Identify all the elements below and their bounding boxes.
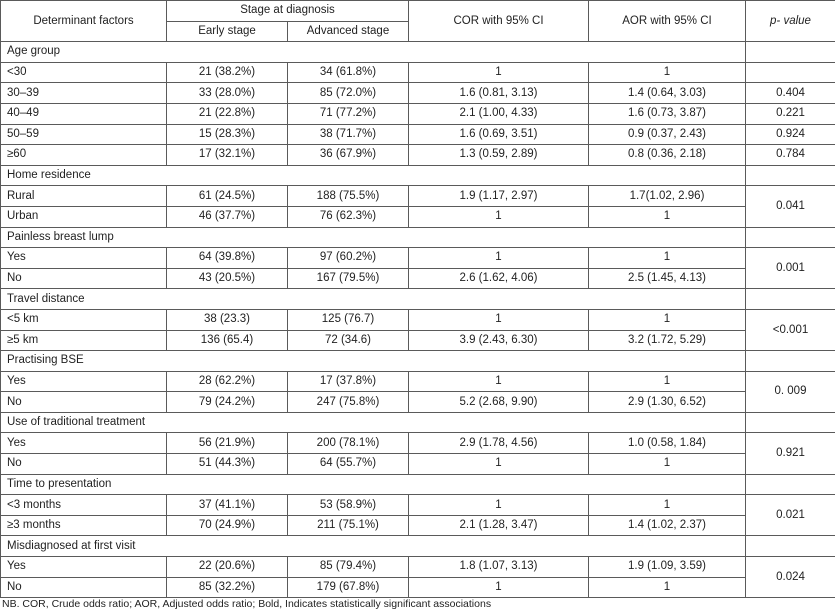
group-title: Home residence — [1, 165, 746, 186]
early-stage-cell: 46 (37.7%) — [167, 206, 288, 227]
cor-cell: 2.1 (1.00, 4.33) — [409, 103, 589, 124]
advanced-stage-cell: 200 (78.1%) — [288, 433, 409, 454]
group-header-row — [1, 42, 835, 63]
cor-cell: 1 — [409, 495, 589, 516]
p-value-cell: 0.924 — [746, 124, 835, 145]
cor-cell: 2.6 (1.62, 4.06) — [409, 268, 589, 289]
cor-cell: 2.1 (1.28, 3.47) — [409, 515, 589, 536]
p-value-cell: 0.921 — [746, 433, 835, 474]
group-title: Painless breast lump — [1, 227, 746, 248]
table-body — [1, 42, 835, 598]
advanced-stage-cell: 167 (79.5%) — [288, 268, 409, 289]
row-label: Yes — [1, 433, 167, 454]
early-stage-cell: 38 (23.3) — [167, 309, 288, 330]
early-stage-cell: 21 (22.8%) — [167, 103, 288, 124]
table-row — [1, 577, 835, 598]
early-stage-cell: 15 (28.3%) — [167, 124, 288, 145]
row-label: Yes — [1, 248, 167, 269]
table-row — [1, 186, 835, 207]
header-aor: AOR with 95% CI — [589, 1, 746, 42]
group-title: Misdiagnosed at first visit — [1, 536, 746, 557]
early-stage-cell: 85 (32.2%) — [167, 577, 288, 598]
early-stage-cell: 61 (24.5%) — [167, 186, 288, 207]
header-cor: COR with 95% CI — [409, 1, 589, 42]
advanced-stage-cell: 85 (72.0%) — [288, 83, 409, 104]
advanced-stage-cell: 71 (77.2%) — [288, 103, 409, 124]
table-row — [1, 557, 835, 578]
group-header-row — [1, 289, 835, 310]
advanced-stage-cell: 85 (79.4%) — [288, 557, 409, 578]
advanced-stage-cell: 53 (58.9%) — [288, 495, 409, 516]
advanced-stage-cell: 38 (71.7%) — [288, 124, 409, 145]
group-header-row — [1, 474, 835, 495]
group-header-row — [1, 227, 835, 248]
aor-cell: 1 — [589, 248, 746, 269]
group-title: Practising BSE — [1, 351, 746, 372]
aor-cell: 1.7(1.02, 2.96) — [589, 186, 746, 207]
row-label: No — [1, 454, 167, 475]
aor-cell: 2.9 (1.30, 6.52) — [589, 392, 746, 413]
group-header-p-cell — [746, 474, 835, 495]
cor-cell: 1.9 (1.17, 2.97) — [409, 186, 589, 207]
header-determinant-factors: Determinant factors — [1, 1, 167, 42]
header-p-value: p- value — [746, 1, 835, 42]
group-header-p-cell — [746, 351, 835, 372]
advanced-stage-cell: 76 (62.3%) — [288, 206, 409, 227]
p-value-cell: 0.041 — [746, 186, 835, 227]
p-value-cell: 0.024 — [746, 557, 835, 598]
header-early-stage: Early stage — [167, 21, 288, 42]
aor-cell: 2.5 (1.45, 4.13) — [589, 268, 746, 289]
group-title: Travel distance — [1, 289, 746, 310]
early-stage-cell: 79 (24.2%) — [167, 392, 288, 413]
advanced-stage-cell: 179 (67.8%) — [288, 577, 409, 598]
cor-cell: 1 — [409, 577, 589, 598]
early-stage-cell: 22 (20.6%) — [167, 557, 288, 578]
table-row — [1, 83, 835, 104]
header-stage-at-diagnosis: Stage at diagnosis — [167, 1, 409, 22]
early-stage-cell: 56 (21.9%) — [167, 433, 288, 454]
p-value-cell: 0. 009 — [746, 371, 835, 412]
group-header-p-cell — [746, 42, 835, 63]
cor-cell: 1.8 (1.07, 3.13) — [409, 557, 589, 578]
group-header-p-cell — [746, 536, 835, 557]
table-row — [1, 330, 835, 351]
advanced-stage-cell: 36 (67.9%) — [288, 145, 409, 166]
aor-cell: 1 — [589, 309, 746, 330]
advanced-stage-cell: 34 (61.8%) — [288, 62, 409, 83]
p-value-cell: <0.001 — [746, 309, 835, 350]
early-stage-cell: 33 (28.0%) — [167, 83, 288, 104]
advanced-stage-cell: 125 (76.7) — [288, 309, 409, 330]
p-value-cell: 0.784 — [746, 145, 835, 166]
cor-cell: 2.9 (1.78, 4.56) — [409, 433, 589, 454]
aor-cell: 1 — [589, 454, 746, 475]
group-header-row — [1, 412, 835, 433]
early-stage-cell: 17 (32.1%) — [167, 145, 288, 166]
aor-cell: 1 — [589, 371, 746, 392]
aor-cell: 1 — [589, 495, 746, 516]
early-stage-cell: 37 (41.1%) — [167, 495, 288, 516]
aor-cell: 1.9 (1.09, 3.59) — [589, 557, 746, 578]
p-value-cell: 0.021 — [746, 495, 835, 536]
advanced-stage-cell: 211 (75.1%) — [288, 515, 409, 536]
cor-cell: 1 — [409, 309, 589, 330]
p-value-cell: 0.221 — [746, 103, 835, 124]
cor-cell: 3.9 (2.43, 6.30) — [409, 330, 589, 351]
row-label: 30–39 — [1, 83, 167, 104]
row-label: ≥60 — [1, 145, 167, 166]
cor-cell: 1.6 (0.81, 3.13) — [409, 83, 589, 104]
group-header-row — [1, 351, 835, 372]
cor-cell: 1 — [409, 62, 589, 83]
aor-cell: 0.9 (0.37, 2.43) — [589, 124, 746, 145]
table-row — [1, 371, 835, 392]
row-label: <30 — [1, 62, 167, 83]
table-row — [1, 454, 835, 475]
p-value-cell: 0.001 — [746, 248, 835, 289]
row-label: 40–49 — [1, 103, 167, 124]
group-title: Age group — [1, 42, 746, 63]
footnote: NB. COR, Crude odds ratio; AOR, Adjusted odds ratio; Bold, Indicates statistically significant associations — [2, 598, 492, 610]
table-row — [1, 495, 835, 516]
row-label: ≥3 months — [1, 515, 167, 536]
cor-cell: 1 — [409, 454, 589, 475]
aor-cell: 1.4 (0.64, 3.03) — [589, 83, 746, 104]
table-row — [1, 248, 835, 269]
group-title: Use of traditional treatment — [1, 412, 746, 433]
row-label: Rural — [1, 186, 167, 207]
early-stage-cell: 70 (24.9%) — [167, 515, 288, 536]
early-stage-cell: 43 (20.5%) — [167, 268, 288, 289]
group-header-p-cell — [746, 289, 835, 310]
early-stage-cell: 51 (44.3%) — [167, 454, 288, 475]
early-stage-cell: 64 (39.8%) — [167, 248, 288, 269]
row-label: 50–59 — [1, 124, 167, 145]
row-label: Urban — [1, 206, 167, 227]
table-row — [1, 62, 835, 83]
row-label: Yes — [1, 557, 167, 578]
group-header-row — [1, 536, 835, 557]
group-header-row — [1, 165, 835, 186]
early-stage-cell: 136 (65.4) — [167, 330, 288, 351]
row-label: No — [1, 577, 167, 598]
table-row — [1, 268, 835, 289]
table-row — [1, 103, 835, 124]
table-row — [1, 145, 835, 166]
table-row — [1, 392, 835, 413]
early-stage-cell: 21 (38.2%) — [167, 62, 288, 83]
cor-cell: 1.3 (0.59, 2.89) — [409, 145, 589, 166]
row-label: Yes — [1, 371, 167, 392]
table-row — [1, 124, 835, 145]
p-value-cell — [746, 62, 835, 83]
advanced-stage-cell: 97 (60.2%) — [288, 248, 409, 269]
header-advanced-stage: Advanced stage — [288, 21, 409, 42]
p-value-cell: 0.404 — [746, 83, 835, 104]
group-header-p-cell — [746, 227, 835, 248]
early-stage-cell: 28 (62.2%) — [167, 371, 288, 392]
advanced-stage-cell: 72 (34.6) — [288, 330, 409, 351]
aor-cell: 3.2 (1.72, 5.29) — [589, 330, 746, 351]
row-label: No — [1, 268, 167, 289]
cor-cell: 1.6 (0.69, 3.51) — [409, 124, 589, 145]
row-label: ≥5 km — [1, 330, 167, 351]
advanced-stage-cell: 17 (37.8%) — [288, 371, 409, 392]
group-title: Time to presentation — [1, 474, 746, 495]
group-header-p-cell — [746, 165, 835, 186]
cor-cell: 1 — [409, 371, 589, 392]
aor-cell: 1.4 (1.02, 2.37) — [589, 515, 746, 536]
aor-cell: 1.0 (0.58, 1.84) — [589, 433, 746, 454]
row-label: <5 km — [1, 309, 167, 330]
aor-cell: 1 — [589, 62, 746, 83]
row-label: <3 months — [1, 495, 167, 516]
aor-cell: 1 — [589, 206, 746, 227]
cor-cell: 5.2 (2.68, 9.90) — [409, 392, 589, 413]
aor-cell: 1.6 (0.73, 3.87) — [589, 103, 746, 124]
advanced-stage-cell: 64 (55.7%) — [288, 454, 409, 475]
aor-cell: 1 — [589, 577, 746, 598]
advanced-stage-cell: 188 (75.5%) — [288, 186, 409, 207]
cor-cell: 1 — [409, 206, 589, 227]
table-row — [1, 433, 835, 454]
table-row — [1, 206, 835, 227]
group-header-p-cell — [746, 412, 835, 433]
cor-cell: 1 — [409, 248, 589, 269]
table-row — [1, 309, 835, 330]
advanced-stage-cell: 247 (75.8%) — [288, 392, 409, 413]
aor-cell: 0.8 (0.36, 2.18) — [589, 145, 746, 166]
table-row — [1, 515, 835, 536]
row-label: No — [1, 392, 167, 413]
